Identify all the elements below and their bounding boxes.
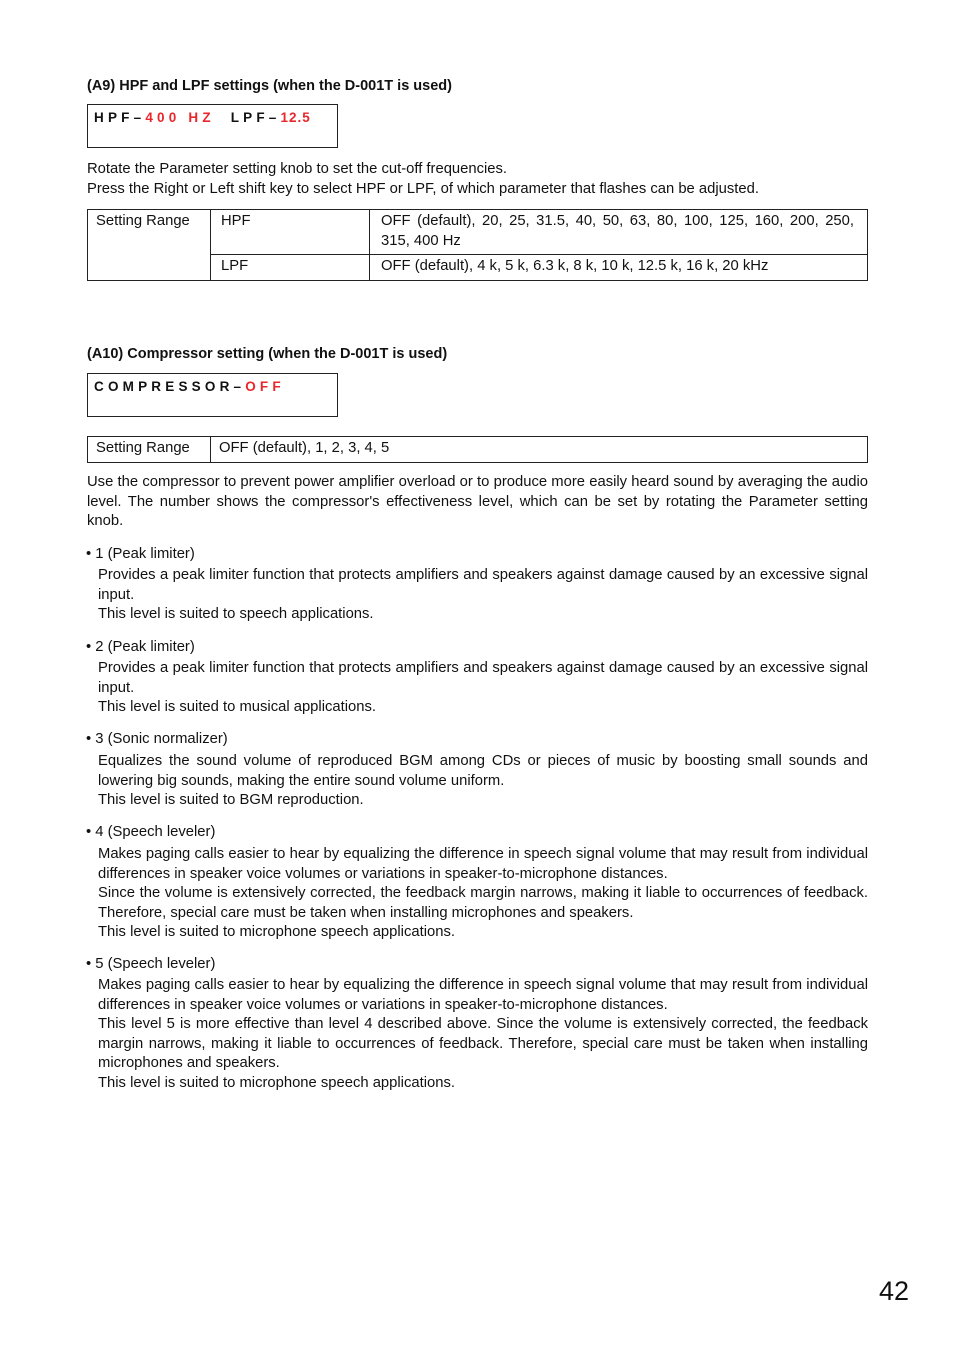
a10-intro: Use the compressor to prevent power amplifier overload or to produce more easily heard sound by averaging the audio level. The number shows the compressor's effectiveness level, which can be set by rotating the Parameter setting knob. [87,474,868,529]
item-4-body [98,845,868,943]
a9-description [87,160,868,199]
item-4-line: This level is suited to microphone speech applications. [98,924,455,940]
a9-row-hpf-values: OFF (default), 20, 25, 31.5, 40, 50, 63, 80, 100, 125, 160, 200, 250, 315, 400 Hz [370,210,868,255]
lpf-label: LPF– [230,110,281,125]
a9-row-lpf-name: LPF [211,255,370,281]
item-3-line: This level is suited to BGM reproduction. [98,792,364,808]
a10-setting-range-label: Setting Range [88,437,211,463]
item-3-line: Equalizes the sound volume of reproduced BGM among CDs or pieces of music by boosting small sounds and lowering big sounds, making the entire sound volume uniform. [98,753,868,789]
item-2-line: This level is suited to musical applications. [98,699,376,715]
a9-setting-range-label: Setting Range [88,210,211,281]
item-1-line: Provides a peak limiter function that protects amplifiers and speakers against damage caused by an excessive signal input. [98,567,868,603]
hpf-value: 400 HZ [145,110,215,125]
a9-heading: (A9) HPF and LPF settings (when the D-001T is used) [87,78,452,94]
item-2-line: Provides a peak limiter function that protects amplifiers and speakers against damage caused by an excessive signal input. [98,660,868,696]
item-3-body [98,752,868,811]
a9-row-lpf-values: OFF (default), 4 k, 5 k, 6.3 k, 8 k, 10 k, 12.5 k, 16 k, 20 kHz [370,255,868,281]
item-4-title: • 4 (Speech leveler) [86,824,216,840]
item-1-title: • 1 (Peak limiter) [86,546,195,562]
hpf-label: HPF– [94,110,146,125]
compressor-display [87,373,338,417]
item-5-line: This level is suited to microphone speech applications. [98,1074,455,1091]
item-4-line: Makes paging calls easier to hear by equalizing the difference in speech signal volume that may result from individual differences in speaker voice volumes or variations in speaker-to-microphone distances. [98,846,868,882]
a9-row-hpf-name: HPF [211,210,370,255]
item-5-title: • 5 (Speech leveler) [86,956,216,972]
a9-desc-line2: Press the Right or Left shift key to select HPF or LPF, of which parameter that flashes can be adjusted. [87,180,759,197]
item-5-line: This level 5 is more effective than level 4 described above. Since the volume is extensively corrected, the feedback margin narrows, making it liable to occurrences of feedback. Therefore, special care must be taken when installing microphones and speakers. [98,1016,868,1071]
item-1-body [98,566,868,625]
item-1-line: This level is suited to speech applications. [98,606,374,622]
a9-range-table [87,209,868,281]
item-2-title: • 2 (Peak limiter) [86,639,195,655]
a10-range-table [87,436,868,463]
lpf-value: 12.5 [280,110,311,125]
item-5-body [98,976,868,1093]
a9-desc-line1: Rotate the Parameter setting knob to set the cut-off frequencies. [87,161,508,177]
item-3-title: • 3 (Sonic normalizer) [86,731,228,747]
a10-range-values: OFF (default), 1, 2, 3, 4, 5 [211,437,868,463]
item-4-line: Since the volume is extensively corrected, the feedback margin narrows, making it liable to occurrences of feedback. Therefore, special care must be taken when installing microphones and speakers. [98,885,868,921]
item-2-body [98,659,868,718]
compressor-value: OFF [245,379,285,394]
hpf-lpf-display [87,104,338,148]
item-5-line: Makes paging calls easier to hear by equalizing the difference in speech signal volume that may result from individual differences in speaker voice volumes or variations in speaker-to-microphone distances. [98,977,868,1013]
page-number: 42 [878,1276,909,1306]
compressor-label: COMPRESSOR– [94,379,246,394]
a10-heading: (A10) Compressor setting (when the D-001T is used) [87,346,448,362]
